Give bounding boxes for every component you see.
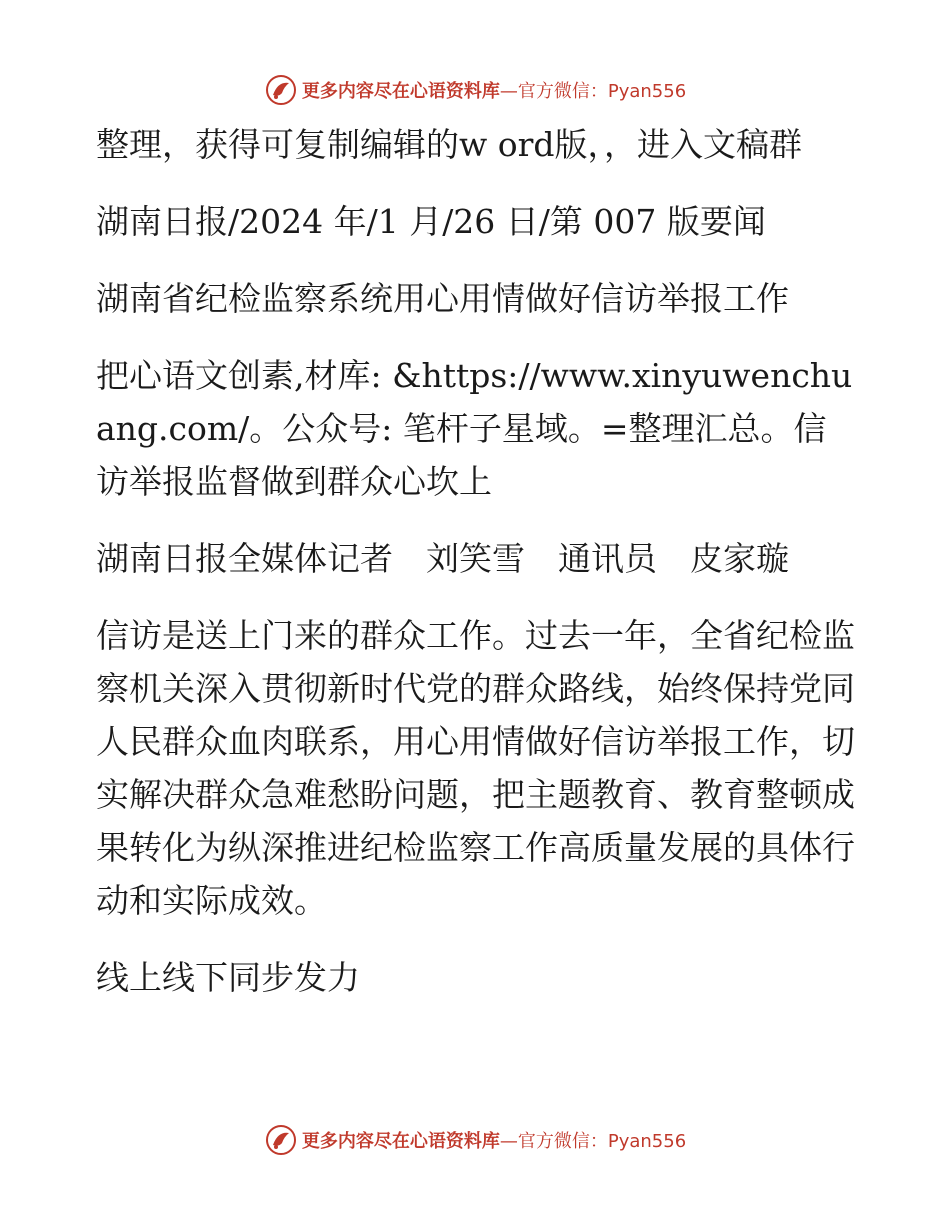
brand-logo-icon — [264, 1123, 298, 1157]
brand-logo-icon — [264, 73, 298, 107]
paragraph-byline: 湖南日报全媒体记者 刘笑雪 通讯员 皮家璇 — [96, 539, 789, 578]
watermark-separator: — — [499, 1131, 518, 1152]
paragraph-promo: 把心语文创素,材库: &https://www.xinyuwenchuang.com/。公众号: 笔杆子星域。=整理汇总。信访举报监督做到群众心坎上 — [96, 356, 853, 501]
watermark-wechat-label: 官方微信： — [517, 1131, 608, 1152]
watermark-separator: — — [499, 81, 518, 102]
section-heading: 线上线下同步发力 — [96, 958, 360, 997]
watermark-wechat-id: Pyan556 — [607, 1131, 687, 1152]
watermark-main: 更多内容尽在心语资料库 — [301, 1131, 500, 1152]
article-title: 湖南省纪检监察系统用心用情做好信访举报工作 — [96, 279, 789, 318]
paragraph-body: 信访是送上门来的群众工作。过去一年，全省纪检监察机关深入贯彻新时代党的群众路线，始终保持党同人民群众血肉联系，用心用情做好信访举报工作，切实解决群众急难愁盼问题，把主题教育、教育整顿成果转化为纵深推进纪检监察工作高质量发展的具体行动和实际成效。 — [96, 616, 855, 920]
paragraph-source: 湖南日报/2024 年/1 月/26 日/第 007 版要闻 — [96, 202, 766, 241]
document-body — [96, 118, 856, 1028]
header-watermark — [0, 70, 950, 110]
footer-watermark — [0, 1120, 950, 1160]
watermark-text — [302, 1127, 686, 1153]
paragraph-intro: 整理，获得可复制编辑的w ord版，，进入文稿群 — [96, 125, 803, 164]
watermark-wechat-label: 官方微信： — [517, 81, 608, 102]
watermark-main: 更多内容尽在心语资料库 — [301, 81, 500, 102]
watermark-text — [302, 77, 686, 103]
watermark-wechat-id: Pyan556 — [607, 81, 687, 102]
